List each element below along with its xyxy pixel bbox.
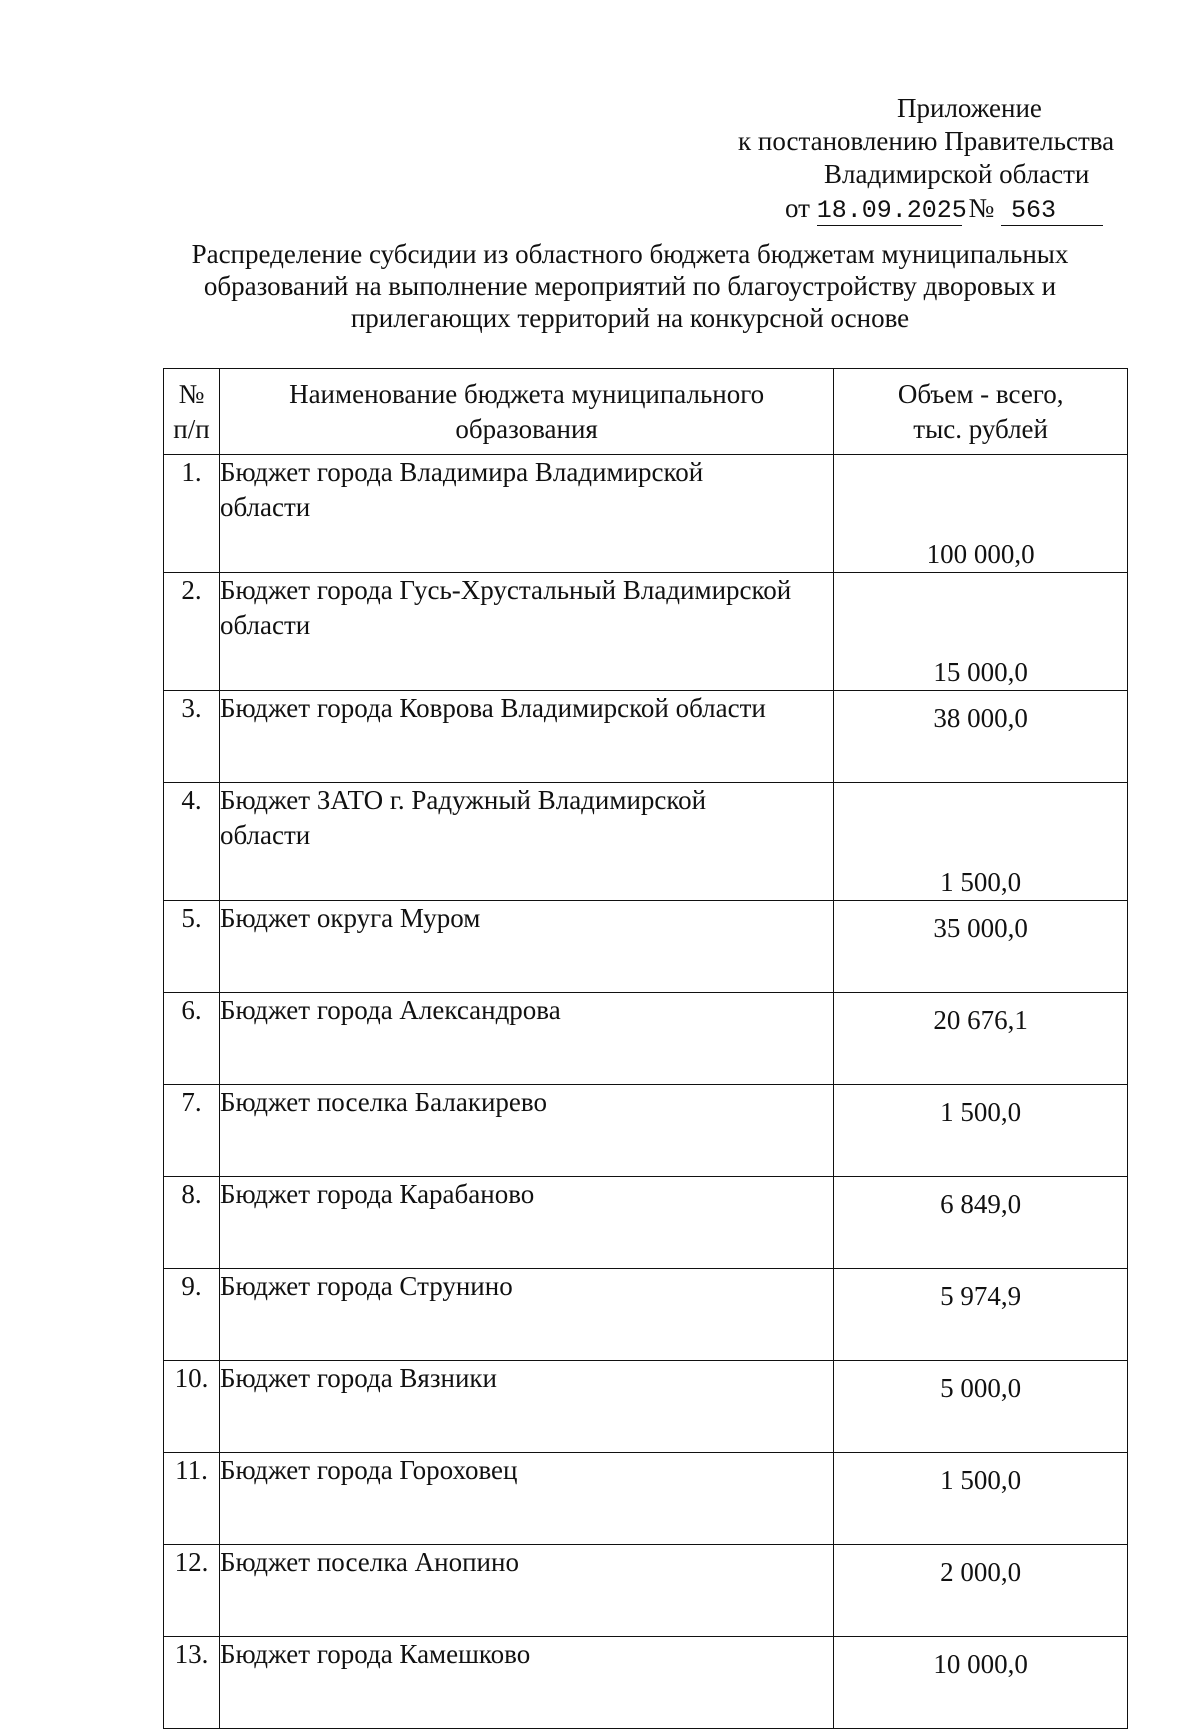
row-name-line1: Бюджет города Владимира Владимирской: [219, 457, 704, 487]
row-num: 5.: [164, 901, 220, 993]
row-num: 9.: [164, 1269, 220, 1361]
table-row: [164, 455, 1128, 573]
row-name: [219, 1361, 833, 1453]
row-num: 12.: [164, 1545, 220, 1637]
appendix-decree-line: к постановлению Правительства: [738, 126, 1115, 156]
row-num: 8.: [164, 1177, 220, 1269]
row-volume: 1 500,0: [834, 1453, 1128, 1545]
row-volume: 35 000,0: [834, 901, 1128, 993]
row-volume: 100 000,0: [834, 455, 1128, 573]
table-row: [164, 1361, 1128, 1453]
row-name: [219, 1177, 833, 1269]
row-name-line1: Бюджет города Вязники: [219, 1363, 497, 1393]
row-name-line1: Бюджет города Александрова: [219, 995, 561, 1025]
row-name: [219, 1453, 833, 1545]
row-name-line1: Бюджет города Гороховец: [219, 1455, 518, 1485]
subsidy-table: [163, 368, 1128, 1729]
row-name: [219, 783, 833, 901]
header-num: [164, 369, 220, 455]
row-name-line1: Бюджет поселка Анопино: [219, 1547, 519, 1577]
table-row: [164, 691, 1128, 783]
table-row: [164, 1177, 1128, 1269]
appendix-region-line: Владимирской области: [824, 159, 1090, 189]
row-name: [219, 455, 833, 573]
row-name: [219, 1085, 833, 1177]
table-row: [164, 1269, 1128, 1361]
date-prefix: от: [785, 193, 810, 223]
row-num: 11.: [164, 1453, 220, 1545]
row-volume: 1 500,0: [834, 1085, 1128, 1177]
header-name: [219, 369, 833, 455]
table-row: [164, 901, 1128, 993]
document-title: [150, 238, 1110, 334]
table-row: [164, 783, 1128, 901]
header-volume-line1: Объем - всего,: [897, 378, 1064, 409]
appendix-label: Приложение: [897, 93, 1042, 123]
row-volume: 5 000,0: [834, 1361, 1128, 1453]
row-name: [219, 1545, 833, 1637]
row-name-line1: Бюджет города Коврова Владимирской области: [219, 693, 766, 723]
row-name: [219, 901, 833, 993]
row-volume: 2 000,0: [834, 1545, 1128, 1637]
row-name: [219, 691, 833, 783]
table-row: [164, 1453, 1128, 1545]
table-header-row: [164, 369, 1128, 455]
decree-number: 563: [1001, 197, 1103, 226]
table-row: [164, 993, 1128, 1085]
appendix-block: [700, 92, 1120, 226]
row-num: 2.: [164, 573, 220, 691]
row-name-line2: области: [219, 492, 311, 522]
row-name-line2: области: [219, 610, 311, 640]
row-name-line1: Бюджет поселка Балакирево: [219, 1087, 547, 1117]
row-name: [219, 573, 833, 691]
row-name-line1: Бюджет города Струнино: [219, 1271, 513, 1301]
row-volume: 5 974,9: [834, 1269, 1128, 1361]
row-num: 10.: [164, 1361, 220, 1453]
title-line: образований на выполнение мероприятий по благоустройству дворовых и: [203, 271, 1057, 301]
row-volume: 20 676,1: [834, 993, 1128, 1085]
appendix-date-line: [700, 192, 1120, 226]
row-name-line2: области: [219, 820, 311, 850]
title-line: Распределение субсидии из областного бюджета бюджетам муниципальных: [191, 239, 1069, 269]
table-row: [164, 1637, 1128, 1729]
row-name-line1: Бюджет округа Муром: [219, 903, 481, 933]
row-volume: 38 000,0: [834, 691, 1128, 783]
row-volume: 10 000,0: [834, 1637, 1128, 1729]
row-name-line1: Бюджет города Карабаново: [219, 1179, 535, 1209]
row-num: 6.: [164, 993, 220, 1085]
header-volume-line2: тыс. рублей: [913, 413, 1048, 444]
number-sign: №: [968, 193, 995, 223]
row-name-line1: Бюджет города Гусь-Хрустальный Владимирской: [219, 575, 792, 605]
row-num: 3.: [164, 691, 220, 783]
row-name-line1: Бюджет города Камешково: [219, 1639, 531, 1669]
row-num: 1.: [164, 455, 220, 573]
row-name-line1: Бюджет ЗАТО г. Радужный Владимирской: [219, 785, 707, 815]
decree-date: 18.09.2025: [816, 196, 967, 225]
row-num: 13.: [164, 1637, 220, 1729]
header-name-line1: Наименование бюджета муниципального: [289, 378, 765, 409]
table-row: [164, 1085, 1128, 1177]
header-num-line1: №: [178, 378, 205, 409]
row-name: [219, 1637, 833, 1729]
row-name: [219, 1269, 833, 1361]
header-num-line2: п/п: [173, 413, 210, 444]
row-volume: 6 849,0: [834, 1177, 1128, 1269]
title-line: прилегающих территорий на конкурсной основе: [350, 303, 910, 333]
header-name-line2: образования: [455, 413, 598, 444]
row-volume: 15 000,0: [834, 573, 1128, 691]
table-row: [164, 1545, 1128, 1637]
row-num: 7.: [164, 1085, 220, 1177]
row-num: 4.: [164, 783, 220, 901]
table-row: [164, 573, 1128, 691]
row-volume: 1 500,0: [834, 783, 1128, 901]
row-name: [219, 993, 833, 1085]
header-volume: [834, 369, 1128, 455]
